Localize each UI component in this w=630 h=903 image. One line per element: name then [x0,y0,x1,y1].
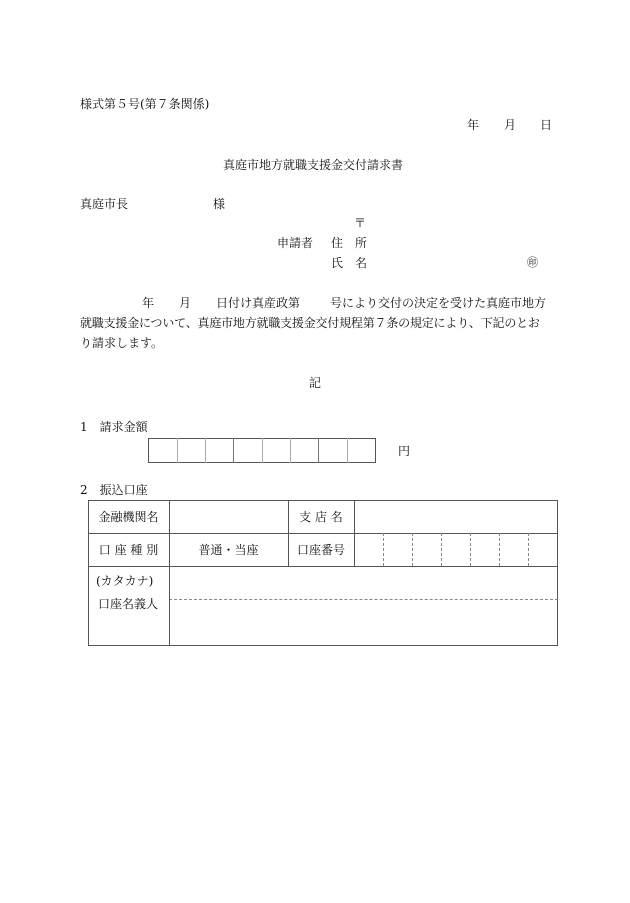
date-day: 日 [540,118,553,132]
table-rule [262,438,263,463]
date-year: 年 [467,118,480,132]
body-text: 就職支援金について、真庭市地方就職支援金交付規程第７条の規定により、下記のとお [80,316,540,330]
table-rule [233,438,234,463]
table-rule [205,438,206,463]
table-rule [177,438,178,463]
date-month: 月 [504,118,517,132]
bank-name-field[interactable] [170,501,288,533]
body-text: り請求します。 [80,336,164,350]
seal-mark: ㊞ [527,256,538,269]
body-text: 号により交付の決定を受けた真庭市地方 [330,296,547,310]
account-holder-field[interactable] [170,600,557,645]
branch-label: 支 店 名 [299,510,343,524]
bank-name-label: 金融機関名 [98,510,159,524]
table-rule [347,438,348,463]
section2-label: 2 振込口座 [80,483,148,497]
address-label-1: 住 [331,236,344,250]
yen-unit: 円 [398,444,411,458]
section1-label: 1 請求金額 [80,420,148,434]
postal-mark: 〒 [354,216,367,230]
account-number-label: 口座番号 [296,543,345,557]
table-rule [290,438,291,463]
account-number-field[interactable] [355,534,557,566]
address-label-2: 所 [355,236,368,250]
account-holder-label: 口座名義人 [98,597,159,611]
branch-field[interactable] [355,501,557,533]
addressee-honorific: 様 [213,197,226,211]
account-holder-kana-field[interactable] [170,567,557,599]
document-title: 真庭市地方就職支援金交付請求書 [223,158,404,172]
kana-label: (カタカナ) [96,574,154,588]
name-label-1: 氏 [331,256,344,270]
body-month: 月 [179,296,192,310]
body-text: 日付け真産政第 [216,296,301,310]
account-type-label: 口 座 種 別 [98,543,159,557]
applicant-label: 申請者 [277,236,314,250]
body-year: 年 [142,296,155,310]
name-label-2: 名 [355,256,368,270]
form-number: 様式第５号(第７条関係) [80,97,210,111]
addressee-name: 真庭市長 [80,197,129,211]
table-rule [318,438,319,463]
ki-heading: 記 [309,376,322,390]
account-type-value[interactable]: 普通・当座 [198,543,259,557]
